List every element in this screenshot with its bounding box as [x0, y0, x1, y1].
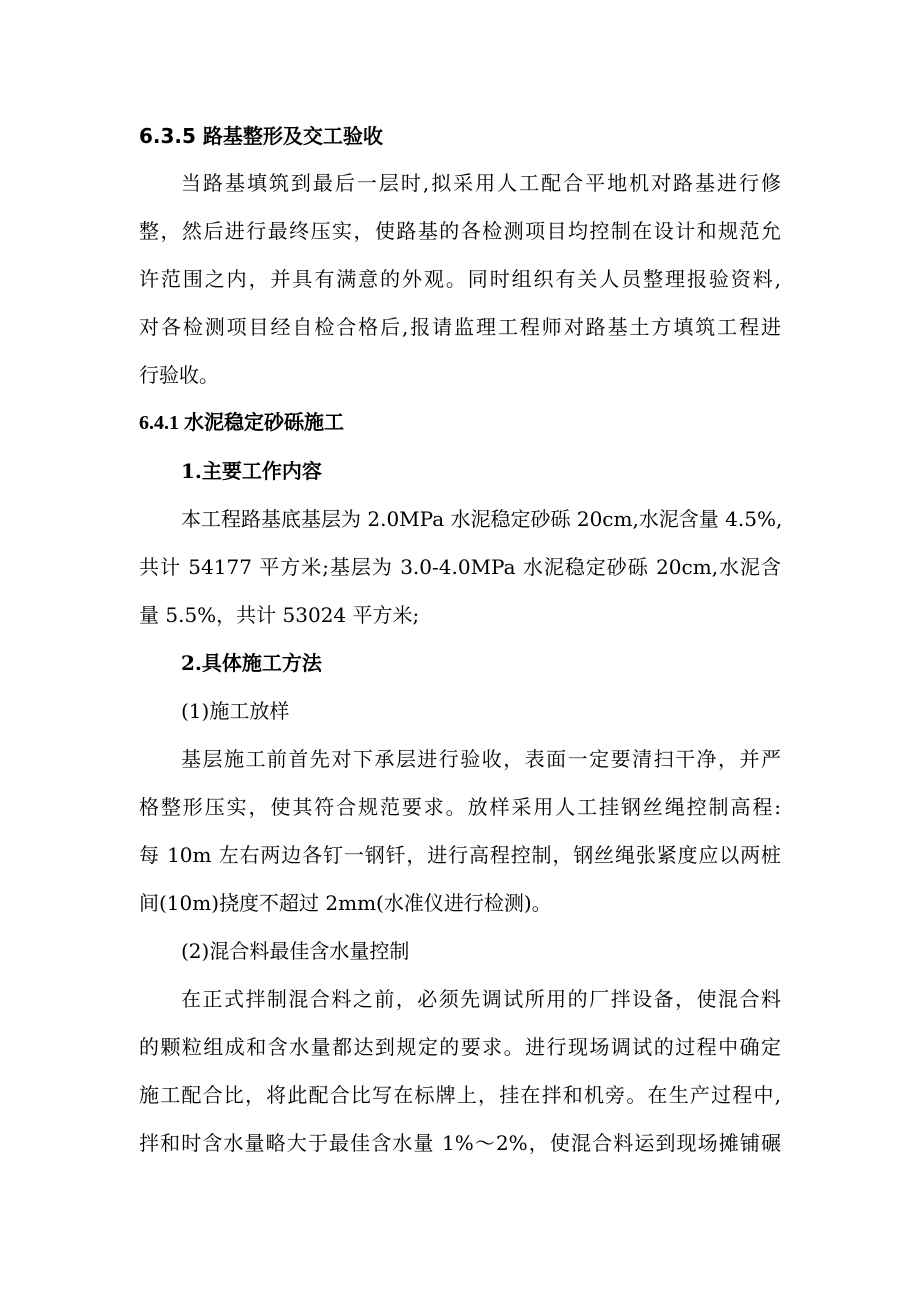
paragraph-line: 行验收。 — [139, 363, 219, 387]
paragraph-line: 对各检测项目经自检合格后,报请监理工程师对路基土方填筑工程进 — [139, 315, 781, 339]
subsection-title-main-content: 1.主要工作内容 — [181, 459, 322, 483]
subsection-title-construction-method: 2.具体施工方法 — [181, 651, 322, 675]
paragraph-line: 基层施工前首先对下承层进行验收，表面一定要清扫干净，并严 — [181, 747, 781, 771]
section-heading-6-4-1 — [139, 403, 739, 443]
paragraph-line: 施工配合比，将此配合比写在标牌上，挂在拌和机旁。在生产过程中, — [139, 1083, 781, 1107]
paragraph-line: 格整形压实，使其符合规范要求。放样采用人工挂钢丝绳控制高程: — [139, 795, 781, 819]
paragraph-line: 在正式拌制混合料之前，必须先调试所用的厂拌设备，使混合料 — [181, 987, 781, 1011]
section-heading-text: 6.4.1 水泥稳定砂砾施工 — [139, 412, 344, 434]
paragraph-line: 的颗粒组成和含水量都达到规定的要求。进行现场调试的过程中确定 — [139, 1035, 781, 1059]
paragraph-line: 整，然后进行最终压实，使路基的各检测项目均控制在设计和规范允 — [139, 219, 781, 243]
paragraph-line: 许范围之内，并具有满意的外观。同时组织有关人员整理报验资料, — [139, 267, 781, 291]
paragraph-line: 每 10m 左右两边各钉一钢钎，进行高程控制，钢丝绳张紧度应以两桩 — [139, 843, 781, 867]
paragraph-line: 量 5.5%，共计 53024 平方米; — [139, 603, 420, 627]
paragraph-line: 共计 54177 平方米;基层为 3.0-4.0MPa 水泥稳定砂砾 20cm,水泥含 — [139, 555, 781, 579]
section-heading-6-3-5: 6.3.5 路基整形及交工验收 — [139, 124, 383, 148]
item-title-moisture-control: (2)混合料最佳含水量控制 — [181, 939, 410, 963]
paragraph-line: 拌和时含水量略大于最佳含水量 1%～2%，使混合料运到现场摊铺碾 — [139, 1131, 781, 1155]
item-title-setting-out: (1)施工放样 — [181, 699, 290, 723]
paragraph-line: 当路基填筑到最后一层时,拟采用人工配合平地机对路基进行修 — [181, 171, 781, 195]
paragraph-line: 间(10m)挠度不超过 2mm(水准仪进行检测)。 — [139, 891, 552, 915]
paragraph-line: 本工程路基底基层为 2.0MPa 水泥稳定砂砾 20cm,水泥含量 4.5%, — [181, 507, 783, 531]
